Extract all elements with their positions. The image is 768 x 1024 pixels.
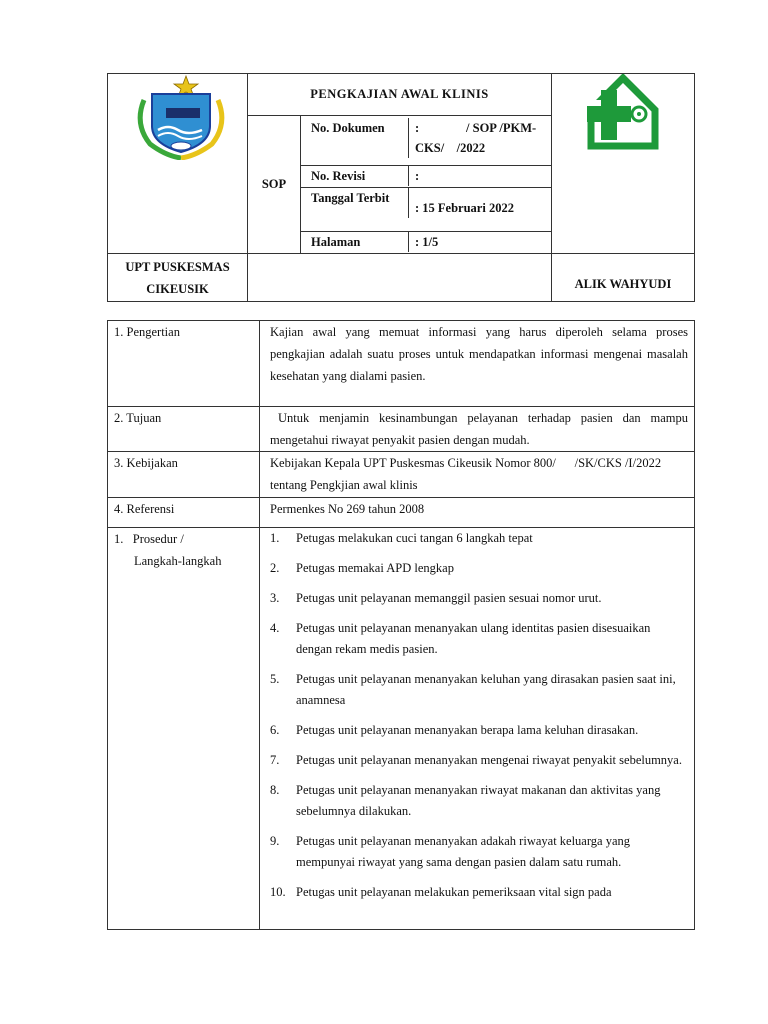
meta-cell-tanggal-terbit: [301, 188, 552, 232]
section-text-tujuan: Untuk menjamin kesinambungan pelayanan terhadap pasien dan mampu mengetahui riwayat penyakit pasien dengan mudah.: [260, 407, 695, 452]
step-number: 7.: [270, 753, 280, 767]
list-item: [270, 882, 688, 903]
list-item: [270, 750, 688, 771]
meta-value-no-dokumen: : / SOP /PKM-CKS/ /2022: [415, 121, 537, 155]
puskesmas-cross-logo-icon: [552, 74, 694, 154]
meta-cell-no-dokumen: [301, 116, 552, 166]
list-item: [270, 831, 688, 873]
prosedur-label-line1: 1. Prosedur /: [114, 532, 184, 546]
meta-label-tanggal-terbit: Tanggal Terbit: [301, 188, 409, 218]
document-title: PENGKAJIAN AWAL KLINIS: [248, 74, 552, 116]
step-number: 8.: [270, 783, 280, 797]
list-item: [270, 720, 688, 741]
list-item: [270, 588, 688, 609]
step-text: Petugas unit pelayanan menanyakan mengenai riwayat penyakit sebelumnya.: [296, 753, 682, 767]
step-text: Petugas melakukan cuci tangan 6 langkah tepat: [296, 531, 533, 545]
list-item: [270, 780, 688, 822]
meta-cell-halaman: [301, 232, 552, 254]
left-logo-cell: [108, 74, 248, 254]
section-text-referensi: Permenkes No 269 tahun 2008: [260, 498, 695, 528]
sop-content-table: [107, 320, 695, 930]
step-number: 4.: [270, 621, 280, 635]
section-text-kebijakan: Kebijakan Kepala UPT Puskesmas Cikeusik Nomor 800/ /SK/CKS /I/2022 tentang Pengkjian awal klinis: [260, 452, 695, 498]
section-label-pengertian: 1. Pengertian: [108, 321, 260, 407]
step-number: 2.: [270, 561, 280, 575]
step-text: Petugas unit pelayanan menanyakan adakah riwayat keluarga yang mempunyai riwayat yang sama dengan pasien dalam satu rumah.: [296, 834, 631, 869]
section-label-kebijakan: 3. Kebijakan: [108, 452, 260, 498]
list-item: [270, 669, 688, 711]
right-logo-cell: [552, 74, 695, 254]
signatory-name: ALIK WAHYUDI: [552, 254, 695, 302]
step-number: 3.: [270, 591, 280, 605]
regional-emblem-icon: [108, 74, 247, 160]
signature-area: [248, 254, 552, 302]
prosedur-steps-list: [270, 528, 694, 903]
institution-name: UPT PUSKESMAS CIKEUSIK: [108, 254, 248, 302]
step-number: 10.: [270, 885, 286, 899]
step-number: 5.: [270, 672, 280, 686]
section-label-prosedur: [108, 528, 260, 930]
list-item: [270, 558, 688, 579]
meta-label-no-revisi: No. Revisi: [301, 166, 409, 186]
step-text: Petugas unit pelayanan menanyakan berapa lama keluhan dirasakan.: [296, 723, 639, 737]
step-number: 6.: [270, 723, 280, 737]
meta-value-halaman: : 1/5: [415, 235, 439, 249]
step-text: Petugas unit pelayanan melakukan pemeriksaan vital sign pada: [296, 885, 612, 899]
sop-label: SOP: [248, 116, 301, 254]
meta-cell-no-revisi: [301, 166, 552, 188]
meta-value-no-revisi: :: [415, 169, 420, 183]
step-text: Petugas unit pelayanan memanggil pasien sesuai nomor urut.: [296, 591, 602, 605]
prosedur-steps-cell: [260, 528, 695, 930]
step-number: 1.: [270, 531, 280, 545]
list-item: [270, 618, 688, 660]
section-text-pengertian: Kajian awal yang memuat informasi yang harus diperoleh selama proses pengkajian adalah suatu proses untuk mendapatkan informasi mengenai masalah kesehatan yang dialami pasien.: [260, 321, 695, 407]
section-label-tujuan: 2. Tujuan: [108, 407, 260, 452]
sop-header-table: [107, 73, 695, 302]
step-text: Petugas memakai APD lengkap: [296, 561, 454, 575]
step-text: Petugas unit pelayanan menanyakan keluhan yang dirasakan pasien saat ini, anamnesa: [296, 672, 676, 707]
section-label-referensi: 4. Referensi: [108, 498, 260, 528]
list-item: [270, 528, 688, 549]
meta-value-tanggal-terbit: : 15 Februari 2022: [415, 201, 514, 215]
step-text: Petugas unit pelayanan menanyakan riwayat makanan dan aktivitas yang sebelumnya dilakukan.: [296, 783, 661, 818]
meta-label-no-dokumen: No. Dokumen: [301, 118, 409, 158]
step-text: Petugas unit pelayanan menanyakan ulang identitas pasien disesuaikan dengan rekam medis pasien.: [296, 621, 651, 656]
meta-label-halaman: Halaman: [301, 232, 409, 252]
step-number: 9.: [270, 834, 280, 848]
prosedur-label-line2: Langkah-langkah: [134, 554, 222, 568]
